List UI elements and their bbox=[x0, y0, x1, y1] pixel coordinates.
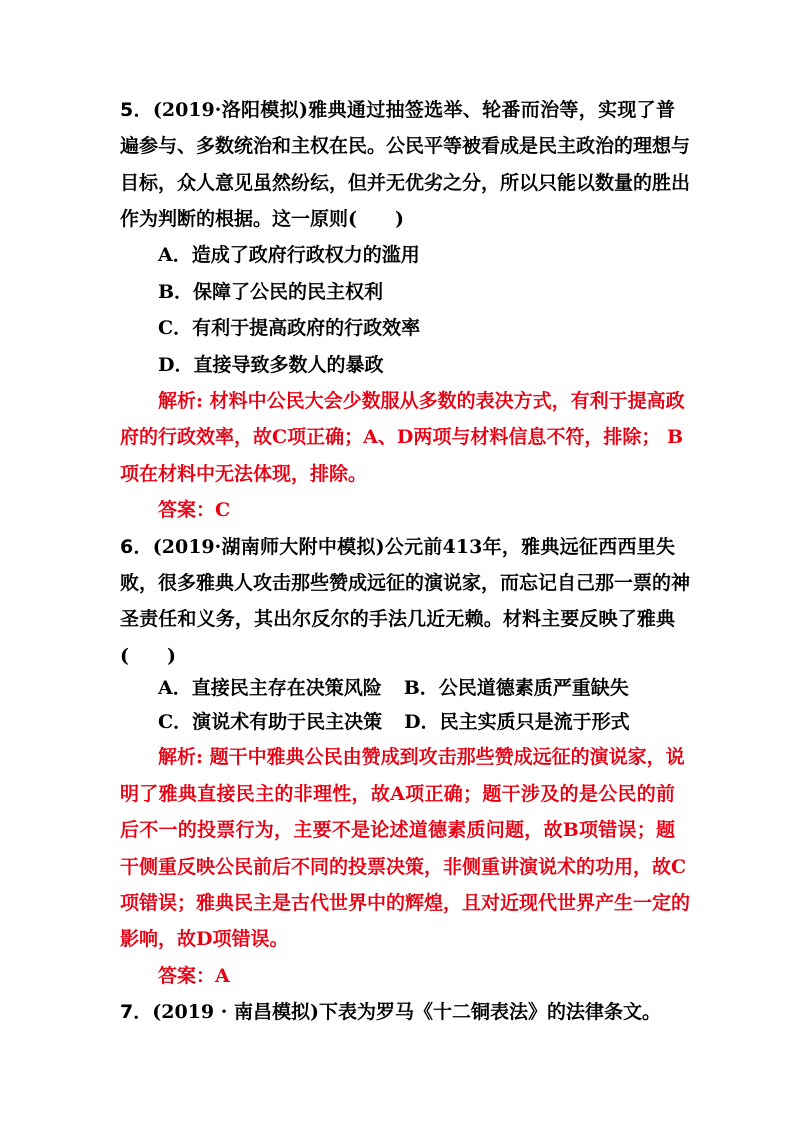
question-number: 7 bbox=[120, 1001, 134, 1023]
question-stem: 目标，众人意见虽然纷纭，但并无优劣之分，所以只能以数量的胜出 bbox=[120, 172, 691, 194]
option-c: C．演说术有助于民主决策 bbox=[158, 711, 383, 733]
analysis-line: 影响，故D项错误。 bbox=[120, 928, 289, 950]
question-source: ．(2019 · 南昌模拟) bbox=[133, 1001, 319, 1023]
analysis-label: 解析 bbox=[158, 390, 197, 412]
analysis-label: 解析 bbox=[158, 746, 197, 768]
options-row bbox=[158, 710, 630, 734]
question-stem: 下表为罗马《十二铜表法》的法律条文。 bbox=[318, 1001, 661, 1023]
options-row bbox=[158, 676, 629, 700]
analysis-line: 解析: 材料中公民大会少数服从多数的表决方式，有利于提高政 bbox=[158, 390, 685, 412]
question-stem: 圣责任和义务，其出尔反尔的手法几近无赖。材料主要反映了雅典 bbox=[120, 608, 675, 630]
question-stem: 作为判断的根据。这一原则( ) bbox=[120, 208, 404, 230]
answer: 答案：A bbox=[158, 965, 230, 987]
option-b: B．保障了公民的民主权利 bbox=[158, 281, 384, 303]
question-stem: 遍参与、多数统治和主权在民。公民平等被看成是民主政治的理想与 bbox=[120, 135, 691, 157]
analysis-line: 项错误；雅典民主是古代世界中的辉煌，且对近现代世界产生一定的 bbox=[120, 892, 691, 914]
analysis-line: 干侧重反映公民前后不同的投票决策，非侧重讲演说术的功用，故C bbox=[120, 856, 687, 878]
option-a: A．直接民主存在决策风险 bbox=[158, 677, 382, 699]
analysis-line: 后不一的投票行为，主要不是论述道德素质问题，故B项错误；题 bbox=[120, 819, 675, 841]
question-number: 6 bbox=[120, 536, 134, 558]
analysis-line: 项在材料中无法体现，排除。 bbox=[120, 463, 368, 485]
question-7-line-1 bbox=[120, 1000, 675, 1024]
option-b: B．公民道德素质严重缺失 bbox=[403, 677, 629, 699]
question-stem: 雅典通过抽签选举、轮番而治等，实现了普 bbox=[307, 99, 675, 121]
analysis-line: 解析: 题干中雅典公民由赞成到攻击那些赞成远征的演说家，说 bbox=[158, 746, 685, 768]
question-source: ．(2019·洛阳模拟) bbox=[133, 99, 308, 121]
question-5-line-1 bbox=[120, 98, 675, 122]
analysis-line: 府的行政效率，故C项正确；A、D两项与材料信息不符，排除； B bbox=[120, 426, 684, 448]
question-6-line-1 bbox=[120, 535, 675, 559]
option-d: D．民主实质只是流于形式 bbox=[404, 711, 630, 733]
option-c: C．有利于提高政府的行政效率 bbox=[158, 317, 421, 339]
question-stem: 公元前413年，雅典远征西西里失 bbox=[384, 536, 675, 558]
option-d: D．直接导致多数人的暴政 bbox=[158, 354, 384, 376]
option-a: A．造成了政府行政权力的滥用 bbox=[158, 244, 420, 266]
question-source: ．(2019·湖南师大附中模拟) bbox=[133, 536, 385, 558]
analysis-line: 明了雅典直接民主的非理性，故A项正确；题干涉及的是公民的前 bbox=[120, 783, 675, 805]
question-number: 5 bbox=[120, 99, 134, 121]
answer: 答案：C bbox=[158, 499, 231, 521]
question-stem: ( ) bbox=[120, 645, 176, 667]
question-stem: 败，很多雅典人攻击那些赞成远征的演说家，而忘记自己那一票的神 bbox=[120, 572, 691, 594]
